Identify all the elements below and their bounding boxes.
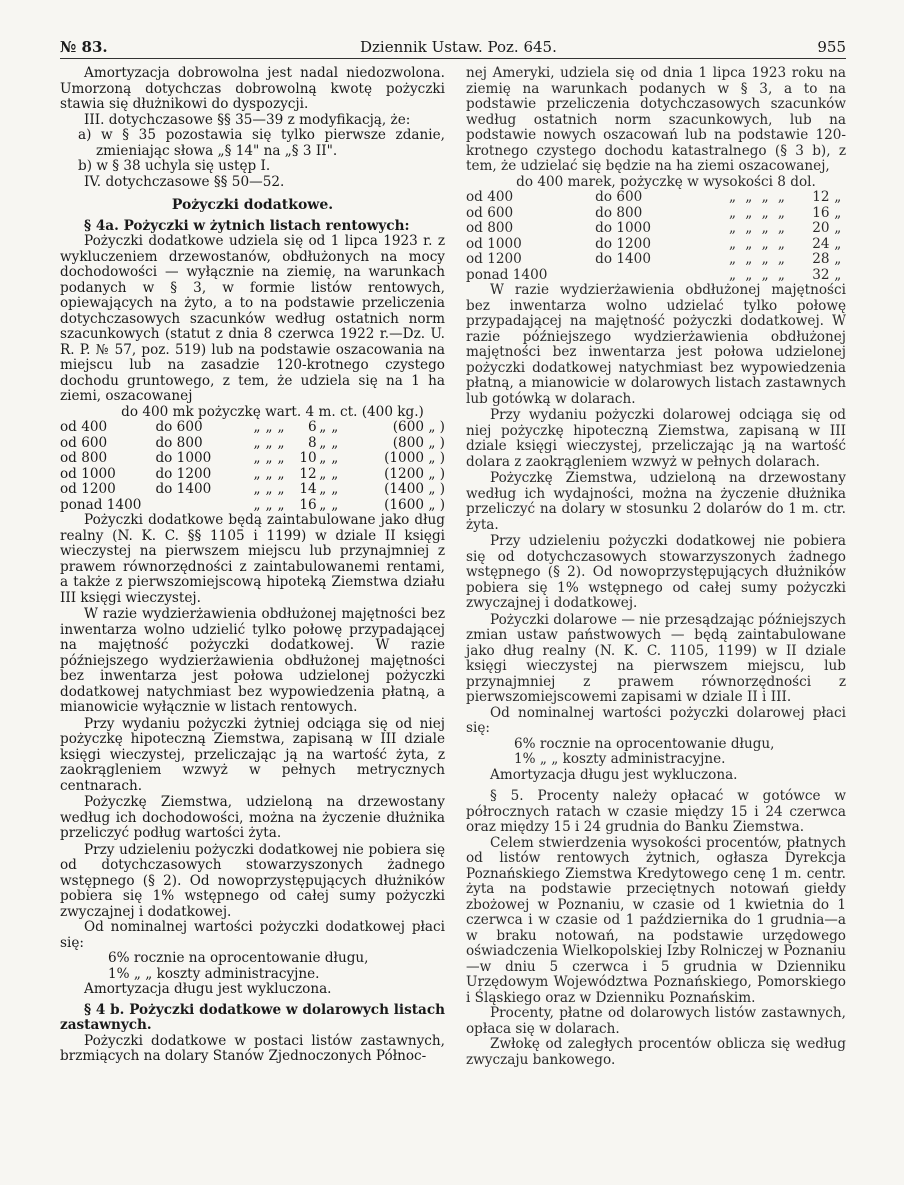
ditto-mark: „	[834, 266, 842, 283]
paragraph: Celem stwierdzenia wysokości procentów, płatnych od listów rentowych żytnich, ogłasza Dyrekcja Poznańskiego Ziemstwa Kredytowego cenę 1 m. centr. żyta na podstawie przeciętnych notowań giełdy zbożowej w Poznaniu, w czasie od 1 kwietnia do 1 czerwca i w czasie od 1 października do 1 grudnia—a w braku notowań, na podstawie urzędowego oświadczenia Wielkopolskiej Izby Rolniczej w Poznaniu—w dniu 5 czerwca i 5 grudnia w Dzienniku Urzędowym Województwa Poznańskiego, Pomorskiego i Śląskiego oraz w Dzienniku Poznańskim.	[466, 834, 846, 1006]
paragraph: Pożyczki dodatkowe udziela się od 1 lipca 1923 r. z wykluczeniem drzewostanów, obdłużonych na mocy dochodowości — wyłącznie na ziemię, na warunkach podanych w § 3, w formie listów rentowych, opiewających na żyto, a to na podstawie przeliczenia dotychczasowych szacunków według ostatnich norm szacunkowych (statut z dnia 8 czerwca 1922 r.—Dz. U. R. P. № 57, poz. 519) lub na podstawie oszacowania na miejscu lub na zasadzie 120-krotnego czystego dochodu gruntowego, z tem, że udziela się na 1 ha ziemi, oszacowanej	[60, 233, 445, 404]
ditto-mark: „	[253, 450, 261, 466]
range-from: ponad 1400	[60, 496, 142, 513]
section-title: § 4a. Pożyczki w żytnich listach rentowych:	[84, 217, 410, 234]
ditto-mark: „	[331, 496, 339, 513]
range-to: do 600	[155, 419, 203, 435]
loan-value: 6	[308, 419, 317, 435]
ditto-mark: „	[777, 220, 785, 236]
ditto-mark: „	[319, 496, 327, 513]
ditto-mark: „	[728, 251, 737, 267]
paragraph: Pożyczkę Ziemstwa, udzieloną na drzewostany według ich dochodowości, można na życzenie dłużnika przeliczyć podług wartości żyta.	[60, 794, 445, 841]
loan-value: 16	[812, 204, 830, 221]
table-row	[466, 206, 846, 222]
range-to: do 1200	[595, 235, 651, 252]
range-to: do 1000	[155, 450, 212, 466]
paragraph: W razie wydzierżawienia obdłużonej majętności bez inwentarza wolno udzielać tylko połowę przypadającej na majętność pożyczki dodatkowej. W razie późniejszego wydzierżawienia obdłużonej majętności bez inwentarza jest połowa udzielonej pożyczki dodatkowej natychmiast bez wypowiedzenia płatną, a mianowicie w dolarowych listach zastawnych lub gotówką w dolarach.	[466, 282, 846, 407]
paragraph: Od nominalnej wartości pożyczki dolarowej płaci się:	[466, 704, 846, 736]
ditto-mark: „	[777, 189, 785, 205]
range-to: do 1400	[155, 481, 212, 497]
paragraph: W razie wydzierżawienia obdłużonej majętności bez inwentarza wolno udzielić tylko połowę przypadającej na majętność pożyczki dodatkowej. W razie późniejszego wydzierżawienia obdłużonej majętności bez inwentarza jest połowa udzielonej pożyczki dodatkowej natychmiast bez wypowiedzenia płatną, a mianowicie wyłącznie w listach rentowych.	[60, 606, 445, 715]
loan-value: 12	[299, 465, 317, 482]
ditto-mark: „	[277, 419, 285, 435]
section-5: § 5. Procenty należy opłacać w gotówce w półrocznych ratach w czasie między 15 i 24 czerwca oraz między 15 i 24 grudnia do Banku Ziemstwa.	[466, 788, 846, 835]
kg-value: (1000 „ )	[384, 450, 445, 466]
ditto-mark: „	[331, 481, 339, 497]
ditto-mark: „	[728, 220, 737, 236]
loan-value: 14	[299, 481, 317, 497]
ditto-mark: „	[253, 434, 261, 451]
ditto-mark: „	[253, 481, 261, 497]
ditto-mark: „	[777, 251, 785, 267]
range-from: od 1200	[60, 481, 116, 497]
paragraph: a) w § 35 pozostawia się tylko pierwsze zdanie, zmieniając słowa „§ 14" na „§ 3 II".	[78, 127, 445, 159]
ditto-mark: „	[319, 434, 327, 451]
ditto-mark: „	[331, 465, 339, 482]
dollar-loan-table	[466, 190, 846, 283]
ditto-mark: „	[728, 189, 737, 205]
paragraph: III. dotychczasowe §§ 35—39 z modyfikacją, że:	[84, 111, 411, 128]
range-from: od 600	[466, 204, 514, 221]
table-header: do 400 mk pożyczkę wart. 4 m. ct. (400 kg.)	[121, 403, 424, 420]
journal-title: Dziennik Ustaw. Poz. 645.	[360, 38, 557, 56]
ditto-mark: „	[728, 266, 737, 283]
paragraph: Przy udzieleniu pożyczki dodatkowej nie pobiera się od dotychczasowych stowarzyszonych żadnego wstępnego (§ 2). Od nowoprzystępujących dłużników pobiera się 1% wstępnego od całej sumy pożyczki zwyczajnej i dodatkowej.	[60, 841, 445, 920]
paragraph: 1% „ „ koszty administracyjne.	[514, 751, 726, 767]
paragraph: Od nominalnej wartości pożyczki dodatkowej płaci się:	[60, 919, 445, 951]
range-to: do 1200	[155, 465, 212, 482]
range-to: do 800	[155, 434, 203, 451]
ditto-mark: „	[728, 204, 737, 221]
issue-number: № 83.	[60, 38, 108, 56]
loan-value: 8	[308, 434, 317, 451]
kg-value: (1200 „ )	[384, 465, 445, 482]
ditto-mark: „	[834, 204, 842, 221]
ditto-mark: „	[761, 266, 769, 283]
paragraph: Przy wydaniu pożyczki dolarowej odciąga się od niej pożyczkę hipoteczną Ziemstwa, zapisaną w III dziale księgi wieczystej, przeliczając ją na wartość dolara z zaokrągleniem wzwyż w pełnych dolarach.	[466, 407, 846, 470]
ditto-mark: „	[761, 235, 769, 252]
paragraph: nej Ameryki, udziela się od dnia 1 lipca 1923 roku na ziemię na warunkach podanych w § 3, a to na podstawie przeliczenia dotychczasowych szacunków według ostatnich norm szacunkowych, lub na podstawie nowych oszacowań lub na podstawie 120-krotnego czystego dochodu katastralnego (§ 3 b), z tem, że udzielać się będzie na ha ziemi oszacowanej,	[466, 65, 846, 174]
table-header: do 400 marek, pożyczkę w wysokości 8 dol.	[516, 173, 816, 190]
ditto-mark: „	[319, 481, 327, 497]
ditto-mark: „	[265, 419, 273, 435]
ditto-mark: „	[253, 419, 261, 435]
loan-value: 24	[812, 235, 830, 252]
ditto-mark: „	[265, 434, 273, 451]
ditto-mark: „	[761, 251, 769, 267]
paragraph: 6% rocznie na oprocentowanie długu,	[514, 735, 775, 752]
range-to: do 800	[595, 204, 643, 221]
ditto-mark: „	[277, 434, 285, 451]
range-from: od 1000	[60, 465, 116, 482]
ditto-mark: „	[745, 204, 753, 221]
paragraph: IV. dotychczasowe §§ 50—52.	[84, 173, 285, 190]
paragraph: Amortyzacja długu jest wykluczona.	[84, 981, 332, 997]
ditto-mark: „	[331, 434, 339, 451]
table-row	[60, 467, 445, 483]
table-row	[60, 451, 445, 467]
ditto-mark: „	[761, 204, 769, 221]
ditto-mark: „	[834, 235, 842, 252]
paragraph: Pożyczki dolarowe — nie przesądzając późniejszych zmian ustaw państwowych — będą zaintabulowane jako dług realny (N. K. C. 1105, 1199) w II dziale księgi wieczystej na pierwszem miejscu, lub przynajmniej z prawem równorzędności z pierwszomiejscowemi zapisami w dziale II i III.	[466, 611, 847, 705]
table-row	[60, 498, 445, 514]
table-row	[466, 268, 846, 284]
ditto-mark: „	[319, 419, 327, 435]
ditto-mark: „	[834, 189, 842, 205]
ditto-mark: „	[745, 251, 753, 267]
ditto-mark: „	[331, 450, 339, 466]
ditto-mark: „	[331, 419, 339, 435]
right-column	[466, 66, 846, 1068]
kg-value: (800 „ )	[392, 434, 445, 451]
page-header	[60, 36, 846, 59]
ditto-mark: „	[777, 204, 785, 221]
kg-value: (1600 „ )	[384, 496, 445, 513]
range-from: od 1000	[466, 235, 522, 252]
paragraph: 1% „ „ koszty administracyjne.	[108, 965, 320, 982]
loan-value: 16	[299, 496, 317, 513]
ditto-mark: „	[728, 235, 737, 252]
table-row	[466, 221, 846, 237]
paragraph: Przy wydaniu pożyczki żytniej odciąga się od niej pożyczkę hipoteczną Ziemstwa, zapisaną w III dziale księgi wieczystej, przeliczając ją na wartość żyta, z zaokrągleniem wzwyż w pełnych metrycznych centnarach.	[60, 715, 445, 794]
ditto-mark: „	[777, 266, 785, 283]
ditto-mark: „	[834, 251, 842, 267]
table-row	[466, 190, 846, 206]
ditto-mark: „	[777, 235, 785, 252]
ditto-mark: „	[277, 465, 285, 482]
range-from: od 1200	[466, 251, 522, 267]
paragraph: Przy udzieleniu pożyczki dodatkowej nie pobiera się od dotychczasowych stowarzyszonych żadnego wstępnego (§ 2). Od nowoprzystępujących dłużników pobiera się 1% wstępnego od całej sumy pożyczki zwyczajnej i dodatkowej.	[466, 533, 846, 611]
paragraph: b) w § 38 uchyla się ustęp I.	[78, 158, 271, 174]
ditto-mark: „	[277, 496, 285, 513]
ditto-mark: „	[745, 189, 753, 205]
loan-value: 32	[812, 266, 830, 283]
ditto-mark: „	[834, 220, 842, 236]
ditto-mark: „	[319, 465, 327, 482]
table-row	[60, 420, 445, 436]
ditto-mark: „	[745, 235, 753, 252]
table-row	[466, 237, 846, 253]
ditto-mark: „	[253, 465, 261, 482]
table-row	[466, 252, 846, 268]
ditto-mark: „	[265, 465, 273, 482]
range-to: do 1000	[595, 220, 651, 236]
table-row	[60, 482, 445, 498]
left-column	[60, 66, 445, 1065]
table-row	[60, 436, 445, 452]
range-from: od 600	[60, 434, 108, 451]
kg-value: (1400 „ )	[384, 481, 445, 497]
range-from: od 800	[466, 220, 514, 236]
loan-value: 20	[812, 220, 830, 236]
paragraph: Pożyczki dodatkowe w postaci listów zastawnych, brzmiących na dolary Stanów Zjednoczonych Północ-	[60, 1032, 445, 1064]
ditto-mark: „	[761, 220, 769, 236]
loan-value: 10	[299, 450, 317, 466]
ditto-mark: „	[253, 496, 261, 513]
paragraph: Zwłokę od zaległych procentów oblicza się według zwyczaju bankowego.	[466, 1036, 846, 1068]
section-heading: Pożyczki dodatkowe.	[171, 197, 334, 213]
loan-value: 28	[812, 251, 830, 267]
ditto-mark: „	[319, 450, 327, 466]
rye-loan-table	[60, 420, 445, 513]
ditto-mark: „	[745, 266, 753, 283]
ditto-mark: „	[277, 481, 285, 497]
ditto-mark: „	[265, 450, 273, 466]
range-to: do 1400	[595, 251, 651, 267]
page-number: 955	[817, 38, 846, 56]
range-from: od 400	[60, 419, 108, 435]
ditto-mark: „	[745, 220, 753, 236]
loan-value: 12	[812, 189, 830, 205]
kg-value: (600 „ )	[392, 419, 445, 435]
paragraph: Procenty, płatne od dolarowych listów zastawnych, opłaca się w dolarach.	[466, 1005, 846, 1037]
paragraph: Pożyczki dodatkowe będą zaintabulowane jako dług realny (N. K. C. §§ 1105 i 1199) w dziale II księgi wieczystej na pierwszem miejscu lub przynajmniej z prawem równorzędności z zaintabulowanemi rentami, a także z pierwszomiejscową hipoteką Ziemstwa działu III księgi wieczystej.	[60, 512, 445, 606]
range-to: do 600	[595, 189, 643, 205]
range-from: ponad 1400	[466, 266, 548, 283]
ditto-mark: „	[265, 496, 273, 513]
paragraph: Pożyczkę Ziemstwa, udzieloną na drzewostany według ich wydajności, można na życzenie dłużnika przeliczyć na dolary w stosunku 2 dolarów do 1 m. ctr. żyta.	[466, 470, 846, 533]
paragraph: 6% rocznie na oprocentowanie długu,	[108, 950, 369, 966]
range-from: od 400	[466, 189, 514, 205]
paragraph: Amortyzacja dobrowolna jest nadal niedozwolona. Umorzoną dotychczas dobrowolną kwotę pożyczki stawia się dłużnikowi do dyspozycji.	[60, 65, 445, 112]
ditto-mark: „	[265, 481, 273, 497]
ditto-mark: „	[761, 189, 769, 205]
ditto-mark: „	[277, 450, 285, 466]
range-from: od 800	[60, 450, 108, 466]
section-title: § 4 b. Pożyczki dodatkowe w dolarowych listach zastawnych.	[60, 1001, 445, 1033]
paragraph: Amortyzacja długu jest wykluczona.	[490, 766, 738, 783]
